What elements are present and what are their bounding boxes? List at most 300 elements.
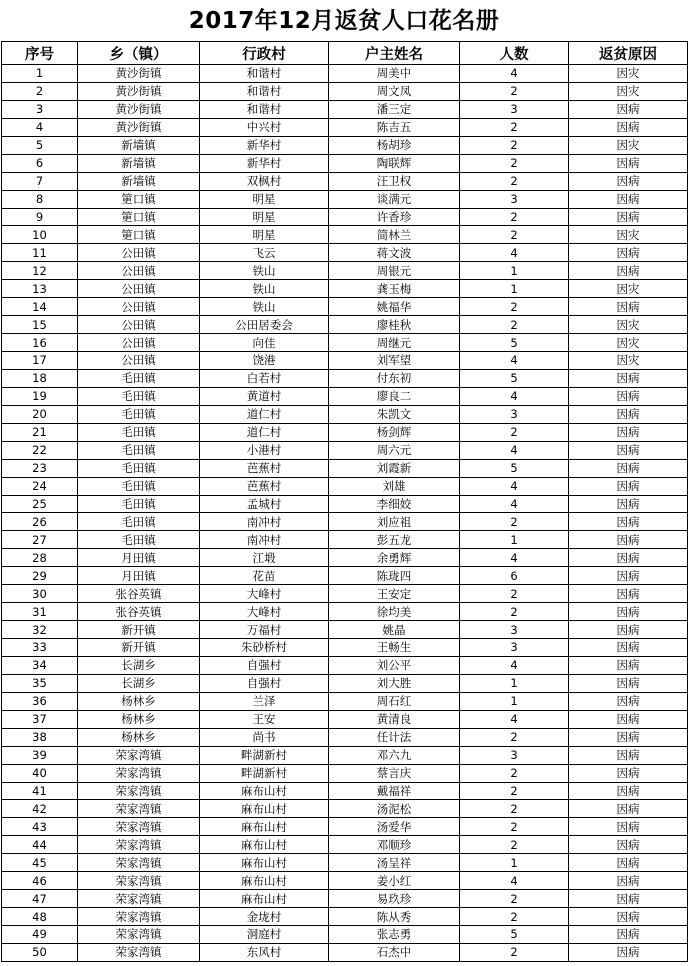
- cell-village: 麻布山村: [200, 854, 329, 872]
- cell-village: 大峰村: [200, 603, 329, 621]
- cell-village: 明星: [200, 208, 329, 226]
- cell-index: 47: [2, 890, 78, 908]
- cell-village: 麻布山村: [200, 836, 329, 854]
- cell-household-head: 王畅生: [329, 639, 460, 657]
- cell-township: 毛田镇: [78, 369, 200, 387]
- cell-count: 4: [460, 872, 569, 890]
- cell-reason: 因病: [569, 890, 688, 908]
- cell-village: 麻布山村: [200, 872, 329, 890]
- cell-village: 和谐村: [200, 100, 329, 118]
- cell-count: 2: [460, 943, 569, 961]
- cell-household-head: 戴福祥: [329, 782, 460, 800]
- cell-household-head: 石杰中: [329, 943, 460, 961]
- cell-household-head: 蔡言庆: [329, 764, 460, 782]
- cell-household-head: 李细姣: [329, 495, 460, 513]
- cell-reason: 因病: [569, 854, 688, 872]
- cell-index: 8: [2, 190, 78, 208]
- cell-township: 荣家湾镇: [78, 908, 200, 926]
- cell-township: 荣家湾镇: [78, 890, 200, 908]
- cell-reason: 因病: [569, 656, 688, 674]
- cell-household-head: 汤泥松: [329, 800, 460, 818]
- cell-household-head: 姚晶: [329, 621, 460, 639]
- cell-count: 5: [460, 926, 569, 944]
- cell-index: 16: [2, 334, 78, 352]
- cell-household-head: 周石红: [329, 692, 460, 710]
- table-row: [2, 656, 688, 674]
- cell-reason: 因病: [569, 728, 688, 746]
- cell-township: 荣家湾镇: [78, 800, 200, 818]
- cell-count: 2: [460, 782, 569, 800]
- cell-household-head: 彭五龙: [329, 531, 460, 549]
- cell-township: 杨林乡: [78, 728, 200, 746]
- cell-village: 尚书: [200, 728, 329, 746]
- cell-township: 荣家湾镇: [78, 836, 200, 854]
- table-row: [2, 854, 688, 872]
- cell-village: 麻布山村: [200, 818, 329, 836]
- table-row: [2, 316, 688, 334]
- cell-index: 41: [2, 782, 78, 800]
- cell-township: 张谷英镇: [78, 585, 200, 603]
- cell-index: 11: [2, 244, 78, 262]
- cell-index: 46: [2, 872, 78, 890]
- cell-township: 黄沙街镇: [78, 82, 200, 100]
- cell-index: 33: [2, 639, 78, 657]
- table-row: [2, 441, 688, 459]
- cell-index: 23: [2, 459, 78, 477]
- cell-household-head: 刘军望: [329, 352, 460, 370]
- cell-village: 道仁村: [200, 423, 329, 441]
- cell-village: 小港村: [200, 441, 329, 459]
- cell-count: 1: [460, 674, 569, 692]
- cell-household-head: 潘三定: [329, 100, 460, 118]
- cell-reason: 因病: [569, 621, 688, 639]
- cell-reason: 因病: [569, 118, 688, 136]
- cell-township: 新开镇: [78, 621, 200, 639]
- cell-index: 21: [2, 423, 78, 441]
- cell-reason: 因灾: [569, 82, 688, 100]
- cell-count: 2: [460, 316, 569, 334]
- cell-village: 明星: [200, 226, 329, 244]
- cell-village: 大峰村: [200, 585, 329, 603]
- cell-count: 2: [460, 890, 569, 908]
- cell-count: 4: [460, 656, 569, 674]
- table-row: [2, 244, 688, 262]
- cell-reason: 因病: [569, 567, 688, 585]
- cell-count: 5: [460, 459, 569, 477]
- cell-township: 荣家湾镇: [78, 782, 200, 800]
- table-row: [2, 369, 688, 387]
- header-count: 人数: [460, 42, 569, 65]
- cell-township: 公田镇: [78, 334, 200, 352]
- cell-count: 5: [460, 334, 569, 352]
- cell-count: 2: [460, 728, 569, 746]
- cell-count: 4: [460, 352, 569, 370]
- cell-count: 4: [460, 710, 569, 728]
- cell-household-head: 姚福华: [329, 298, 460, 316]
- table-row: [2, 387, 688, 405]
- cell-household-head: 陈珑四: [329, 567, 460, 585]
- cell-village: 新华村: [200, 154, 329, 172]
- cell-village: 黄道村: [200, 387, 329, 405]
- cell-count: 1: [460, 854, 569, 872]
- cell-count: 2: [460, 585, 569, 603]
- cell-township: 新开镇: [78, 639, 200, 657]
- cell-household-head: 朱凯文: [329, 405, 460, 423]
- table-row: [2, 692, 688, 710]
- cell-household-head: 黄清良: [329, 710, 460, 728]
- cell-count: 2: [460, 172, 569, 190]
- cell-index: 26: [2, 513, 78, 531]
- cell-count: 2: [460, 800, 569, 818]
- cell-count: 2: [460, 513, 569, 531]
- cell-village: 铁山: [200, 262, 329, 280]
- cell-reason: 因病: [569, 405, 688, 423]
- table-row: [2, 154, 688, 172]
- cell-count: 1: [460, 262, 569, 280]
- cell-reason: 因灾: [569, 316, 688, 334]
- cell-reason: 因病: [569, 926, 688, 944]
- cell-household-head: 汤爱华: [329, 818, 460, 836]
- cell-township: 毛田镇: [78, 459, 200, 477]
- cell-index: 27: [2, 531, 78, 549]
- cell-household-head: 汤呈祥: [329, 854, 460, 872]
- cell-township: 公田镇: [78, 298, 200, 316]
- cell-township: 毛田镇: [78, 495, 200, 513]
- cell-township: 杨林乡: [78, 710, 200, 728]
- cell-count: 4: [460, 441, 569, 459]
- cell-count: 1: [460, 531, 569, 549]
- cell-township: 长湖乡: [78, 674, 200, 692]
- cell-township: 公田镇: [78, 262, 200, 280]
- cell-household-head: 任计法: [329, 728, 460, 746]
- page-title: 2017年12月返贫人口花名册: [188, 8, 500, 34]
- cell-index: 29: [2, 567, 78, 585]
- cell-household-head: 付东初: [329, 369, 460, 387]
- cell-household-head: 谈满元: [329, 190, 460, 208]
- cell-index: 6: [2, 154, 78, 172]
- table-row: [2, 926, 688, 944]
- header-village: 行政村: [200, 42, 329, 65]
- cell-index: 1: [2, 65, 78, 83]
- cell-count: 4: [460, 65, 569, 83]
- cell-index: 10: [2, 226, 78, 244]
- cell-household-head: 徐均美: [329, 603, 460, 621]
- cell-township: 荣家湾镇: [78, 746, 200, 764]
- cell-household-head: 蒋文波: [329, 244, 460, 262]
- cell-reason: 因病: [569, 298, 688, 316]
- cell-township: 新墙镇: [78, 136, 200, 154]
- cell-reason: 因病: [569, 585, 688, 603]
- cell-village: 江塅: [200, 549, 329, 567]
- cell-township: 毛田镇: [78, 387, 200, 405]
- cell-reason: 因病: [569, 423, 688, 441]
- cell-township: 毛田镇: [78, 477, 200, 495]
- cell-village: 新华村: [200, 136, 329, 154]
- cell-household-head: 王安定: [329, 585, 460, 603]
- cell-count: 2: [460, 136, 569, 154]
- cell-household-head: 邓六九: [329, 746, 460, 764]
- cell-reason: 因病: [569, 764, 688, 782]
- cell-count: 4: [460, 549, 569, 567]
- cell-village: 中兴村: [200, 118, 329, 136]
- cell-reason: 因灾: [569, 280, 688, 298]
- cell-reason: 因病: [569, 100, 688, 118]
- table-row: [2, 477, 688, 495]
- table-body: [2, 65, 688, 962]
- cell-township: 荣家湾镇: [78, 943, 200, 961]
- cell-count: 3: [460, 405, 569, 423]
- cell-household-head: 陈吉五: [329, 118, 460, 136]
- cell-index: 7: [2, 172, 78, 190]
- table-row: [2, 405, 688, 423]
- header-township: 乡（镇）: [78, 42, 200, 65]
- cell-index: 30: [2, 585, 78, 603]
- cell-reason: 因病: [569, 943, 688, 961]
- cell-reason: 因病: [569, 172, 688, 190]
- table-row: [2, 764, 688, 782]
- cell-township: 长湖乡: [78, 656, 200, 674]
- cell-index: 17: [2, 352, 78, 370]
- table-row: [2, 890, 688, 908]
- cell-count: 2: [460, 423, 569, 441]
- cell-count: 4: [460, 495, 569, 513]
- cell-village: 南冲村: [200, 513, 329, 531]
- cell-household-head: 邓顺珍: [329, 836, 460, 854]
- table-row: [2, 943, 688, 961]
- cell-reason: 因病: [569, 782, 688, 800]
- cell-township: 黄沙街镇: [78, 65, 200, 83]
- cell-count: 4: [460, 387, 569, 405]
- cell-household-head: 杨胡珍: [329, 136, 460, 154]
- cell-index: 3: [2, 100, 78, 118]
- cell-township: 公田镇: [78, 316, 200, 334]
- cell-reason: 因病: [569, 513, 688, 531]
- table-row: [2, 800, 688, 818]
- cell-household-head: 周银元: [329, 262, 460, 280]
- cell-reason: 因病: [569, 154, 688, 172]
- cell-village: 和谐村: [200, 82, 329, 100]
- cell-village: 南冲村: [200, 531, 329, 549]
- cell-township: 毛田镇: [78, 531, 200, 549]
- cell-village: 王安: [200, 710, 329, 728]
- cell-index: 32: [2, 621, 78, 639]
- table-row: [2, 423, 688, 441]
- table-row: [2, 100, 688, 118]
- cell-township: 筻口镇: [78, 208, 200, 226]
- cell-township: 荣家湾镇: [78, 926, 200, 944]
- cell-index: 2: [2, 82, 78, 100]
- table-row: [2, 585, 688, 603]
- cell-index: 4: [2, 118, 78, 136]
- cell-village: 麻布山村: [200, 890, 329, 908]
- cell-reason: 因病: [569, 872, 688, 890]
- table-row: [2, 334, 688, 352]
- cell-reason: 因病: [569, 459, 688, 477]
- cell-township: 月田镇: [78, 549, 200, 567]
- cell-township: 公田镇: [78, 280, 200, 298]
- cell-township: 公田镇: [78, 244, 200, 262]
- cell-index: 45: [2, 854, 78, 872]
- cell-index: 35: [2, 674, 78, 692]
- cell-household-head: 杨剑辉: [329, 423, 460, 441]
- cell-reason: 因病: [569, 262, 688, 280]
- cell-township: 公田镇: [78, 352, 200, 370]
- cell-village: 双枫村: [200, 172, 329, 190]
- cell-village: 东风村: [200, 943, 329, 961]
- cell-count: 2: [460, 82, 569, 100]
- cell-village: 飞云: [200, 244, 329, 262]
- cell-index: 36: [2, 692, 78, 710]
- cell-township: 杨林乡: [78, 692, 200, 710]
- cell-count: 2: [460, 908, 569, 926]
- cell-household-head: 简林兰: [329, 226, 460, 244]
- cell-count: 2: [460, 836, 569, 854]
- cell-index: 37: [2, 710, 78, 728]
- table-row: [2, 567, 688, 585]
- cell-village: 朱砂桥村: [200, 639, 329, 657]
- table-row: [2, 710, 688, 728]
- cell-household-head: 刘应祖: [329, 513, 460, 531]
- cell-village: 白若村: [200, 369, 329, 387]
- cell-count: 2: [460, 226, 569, 244]
- cell-reason: 因灾: [569, 352, 688, 370]
- cell-village: 芭蕉村: [200, 459, 329, 477]
- cell-village: 麻布山村: [200, 800, 329, 818]
- table-row: [2, 728, 688, 746]
- cell-index: 18: [2, 369, 78, 387]
- cell-count: 2: [460, 818, 569, 836]
- cell-reason: 因病: [569, 190, 688, 208]
- cell-index: 15: [2, 316, 78, 334]
- roster-table: [1, 41, 688, 962]
- cell-household-head: 余勇辉: [329, 549, 460, 567]
- cell-reason: 因病: [569, 674, 688, 692]
- cell-count: 2: [460, 298, 569, 316]
- cell-index: 20: [2, 405, 78, 423]
- cell-reason: 因灾: [569, 226, 688, 244]
- cell-village: 和谐村: [200, 65, 329, 83]
- cell-index: 31: [2, 603, 78, 621]
- cell-count: 4: [460, 477, 569, 495]
- cell-count: 2: [460, 118, 569, 136]
- cell-household-head: 陶联辉: [329, 154, 460, 172]
- cell-township: 毛田镇: [78, 423, 200, 441]
- cell-household-head: 周文凤: [329, 82, 460, 100]
- cell-count: 2: [460, 154, 569, 172]
- cell-household-head: 汪卫权: [329, 172, 460, 190]
- cell-index: 50: [2, 943, 78, 961]
- cell-count: 2: [460, 603, 569, 621]
- cell-township: 荣家湾镇: [78, 872, 200, 890]
- header-reason: 返贫原因: [569, 42, 688, 65]
- cell-township: 筻口镇: [78, 226, 200, 244]
- cell-index: 44: [2, 836, 78, 854]
- header-row: [2, 42, 688, 65]
- cell-township: 月田镇: [78, 567, 200, 585]
- cell-reason: 因病: [569, 531, 688, 549]
- header-household-head: 户主姓名: [329, 42, 460, 65]
- cell-reason: 因病: [569, 639, 688, 657]
- cell-count: 5: [460, 369, 569, 387]
- cell-index: 48: [2, 908, 78, 926]
- cell-household-head: 许香珍: [329, 208, 460, 226]
- cell-reason: 因病: [569, 495, 688, 513]
- cell-village: 铁山: [200, 298, 329, 316]
- cell-index: 19: [2, 387, 78, 405]
- cell-village: 孟城村: [200, 495, 329, 513]
- cell-village: 自强村: [200, 674, 329, 692]
- table-row: [2, 82, 688, 100]
- cell-household-head: 周继元: [329, 334, 460, 352]
- cell-township: 新墙镇: [78, 172, 200, 190]
- cell-township: 筻口镇: [78, 190, 200, 208]
- cell-household-head: 廖良二: [329, 387, 460, 405]
- cell-reason: 因病: [569, 836, 688, 854]
- cell-household-head: 陈从秀: [329, 908, 460, 926]
- table-row: [2, 65, 688, 83]
- cell-reason: 因病: [569, 477, 688, 495]
- table-row: [2, 262, 688, 280]
- cell-count: 3: [460, 746, 569, 764]
- cell-index: 5: [2, 136, 78, 154]
- cell-reason: 因灾: [569, 65, 688, 83]
- cell-count: 1: [460, 280, 569, 298]
- cell-village: 芭蕉村: [200, 477, 329, 495]
- cell-household-head: 刘雄: [329, 477, 460, 495]
- cell-index: 28: [2, 549, 78, 567]
- cell-household-head: 易玖珍: [329, 890, 460, 908]
- table-row: [2, 639, 688, 657]
- cell-household-head: 刘公平: [329, 656, 460, 674]
- table-row: [2, 136, 688, 154]
- cell-township: 黄沙街镇: [78, 100, 200, 118]
- cell-village: 兰泽: [200, 692, 329, 710]
- table-row: [2, 352, 688, 370]
- cell-township: 荣家湾镇: [78, 854, 200, 872]
- cell-village: 道仁村: [200, 405, 329, 423]
- cell-village: 自强村: [200, 656, 329, 674]
- cell-index: 49: [2, 926, 78, 944]
- cell-household-head: 周美中: [329, 65, 460, 83]
- cell-index: 42: [2, 800, 78, 818]
- cell-count: 1: [460, 692, 569, 710]
- cell-township: 荣家湾镇: [78, 818, 200, 836]
- table-row: [2, 782, 688, 800]
- cell-index: 38: [2, 728, 78, 746]
- table-row: [2, 908, 688, 926]
- cell-reason: 因灾: [569, 334, 688, 352]
- cell-reason: 因病: [569, 387, 688, 405]
- cell-reason: 因灾: [569, 136, 688, 154]
- cell-count: 3: [460, 190, 569, 208]
- cell-count: 2: [460, 764, 569, 782]
- cell-count: 6: [460, 567, 569, 585]
- cell-village: 麻布山村: [200, 782, 329, 800]
- table-row: [2, 872, 688, 890]
- cell-reason: 因病: [569, 692, 688, 710]
- cell-index: 43: [2, 818, 78, 836]
- cell-village: 畔湖新村: [200, 764, 329, 782]
- table-row: [2, 190, 688, 208]
- table-row: [2, 118, 688, 136]
- cell-village: 金垅村: [200, 908, 329, 926]
- cell-index: 34: [2, 656, 78, 674]
- cell-household-head: 姜小红: [329, 872, 460, 890]
- cell-reason: 因病: [569, 441, 688, 459]
- table-row: [2, 674, 688, 692]
- cell-household-head: 龚玉梅: [329, 280, 460, 298]
- cell-index: 25: [2, 495, 78, 513]
